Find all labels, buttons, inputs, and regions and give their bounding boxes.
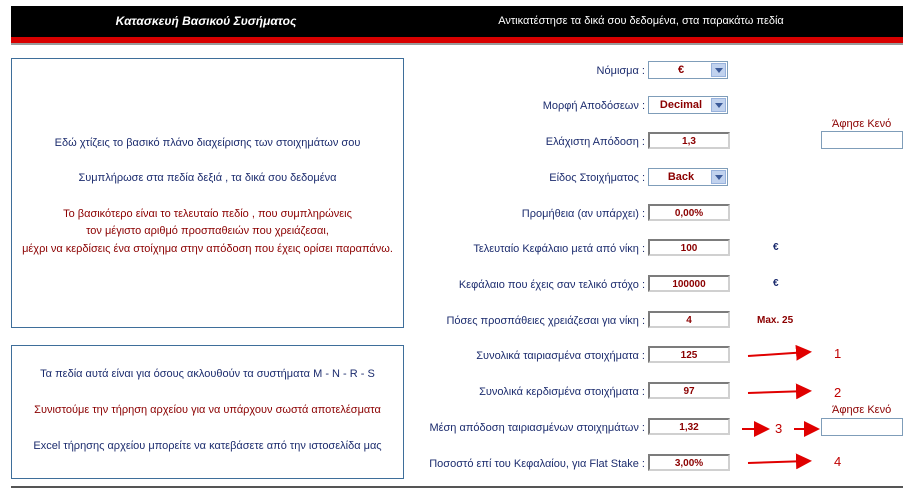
- odds-format-value: Decimal: [659, 99, 703, 111]
- info2-text-1: Τα πεδία αυτά είναι για όσους ακλουθούν τα συστήματα M - N - R - S: [40, 368, 375, 380]
- annotation-number-3: 3: [775, 421, 783, 436]
- page-subtitle: Αντικατέστησε τα δικά σου δεδομένα, στα παρακάτω πεδία: [498, 15, 784, 27]
- info-text-3: Το βασικότερο είναι το τελευταίο πεδίο , που συμπληρώνεις: [63, 208, 352, 220]
- attempts-label: Πόσες προσπάθειες χρειάζεσαι για νίκη :: [446, 315, 645, 327]
- annotation-number-2: 2: [834, 385, 842, 400]
- target-capital-input[interactable]: 100000: [648, 275, 730, 292]
- euro-unit-1: €: [773, 242, 779, 253]
- last-capital-label: Τελευταίο Κεφάλαιο μετά από νίκη :: [473, 243, 645, 255]
- odds-format-label: Μορφή Αποδόσεων :: [542, 100, 645, 112]
- leave-empty-note-2: Άφησε Κενό: [832, 404, 892, 416]
- footer-divider: [11, 486, 903, 488]
- avg-odds-input[interactable]: 1,32: [648, 418, 730, 435]
- currency-value: €: [677, 64, 685, 76]
- commission-label: Προμήθεια (αν υπάρχει) :: [521, 208, 645, 220]
- info-text-2: Συμπλήρωσε στα πεδία δεξιά , τα δικά σου δεδομένα: [78, 172, 337, 184]
- info-text-5: μέχρι να κερδίσεις ένα στοίχημα στην απόδοση που έχεις ορίσει παραπάνω.: [22, 243, 393, 255]
- commission-input[interactable]: 0,00%: [648, 204, 730, 221]
- min-odds-input[interactable]: 1,3: [648, 132, 730, 149]
- arrow-2: [748, 391, 808, 393]
- won-bets-input[interactable]: 97: [648, 382, 730, 399]
- info-text-1: Εδώ χτίζεις το βασικό πλάνο διαχείρισης των στοιχημάτων σου: [54, 137, 361, 149]
- avg-odds-label: Μέση απόδοση ταιριασμένων στοιχημάτων :: [429, 422, 645, 434]
- last-capital-input[interactable]: 100: [648, 239, 730, 256]
- info-text-4: τον μέγιστο αριθμό προσπαθειών που χρειάζεσαι,: [86, 225, 329, 237]
- matched-bets-label: Συνολικά ταιριασμένα στοιχήματα :: [476, 350, 645, 362]
- flat-stake-label: Ποσοστό επί του Κεφαλαίου, για Flat Stake :: [429, 458, 645, 470]
- arrow-4: [748, 461, 808, 463]
- bet-type-label: Είδος Στοιχήματος :: [549, 172, 645, 184]
- annotation-number-1: 1: [834, 346, 842, 361]
- max-attempts-note: Max. 25: [757, 315, 794, 326]
- flat-stake-input[interactable]: 3,00%: [648, 454, 730, 471]
- target-capital-label: Κεφάλαιο που έχεις σαν τελικό στόχο :: [458, 279, 645, 291]
- arrow-1: [748, 352, 808, 356]
- leave-empty-note-1: Άφησε Κενό: [832, 118, 892, 130]
- won-bets-label: Συνολικά κερδισμένα στοιχήματα :: [479, 386, 645, 398]
- annotation-number-4: 4: [834, 454, 842, 469]
- info2-text-2: Συνιστούμε την τήρηση αρχείου για να υπάρχουν σωστά αποτελέσματα: [34, 404, 381, 416]
- attempts-input[interactable]: 4: [648, 311, 730, 328]
- euro-unit-2: €: [773, 278, 779, 289]
- bet-type-value: Back: [667, 171, 695, 183]
- page-title: Κατασκευή Βασικού Συσήματος: [115, 14, 297, 28]
- min-odds-label: Ελάχιστη Απόδοση :: [545, 136, 645, 148]
- matched-bets-input[interactable]: 125: [648, 346, 730, 363]
- info2-text-3: Excel τήρησης αρχείου μπορείτε να κατεβάσετε από την ιστοσελίδα μας: [33, 440, 382, 452]
- currency-label: Νόμισμα :: [596, 65, 645, 77]
